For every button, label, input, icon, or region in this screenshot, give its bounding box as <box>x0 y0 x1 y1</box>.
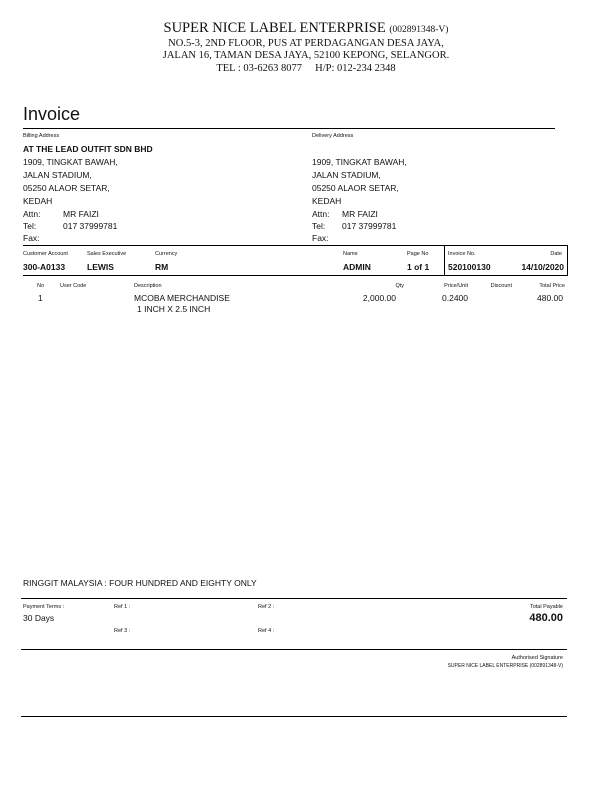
customer-account: 300-A0133 <box>23 262 66 272</box>
billing-attn: MR FAIZI <box>63 209 99 219</box>
ref4-label: Ref 4 : <box>258 628 275 634</box>
company-reg-no: (002891348-V) <box>389 25 449 35</box>
col-price-unit: Price/Unit <box>444 283 468 289</box>
delivery-label: Delivery Address <box>312 133 354 139</box>
name-value: ADMIN <box>343 262 371 272</box>
page-no-label: Page No <box>407 251 429 257</box>
billing-tel: 017 37999781 <box>63 221 118 231</box>
invoice-box-left <box>444 245 445 275</box>
item-total-price: 480.00 <box>537 293 563 303</box>
amount-in-words: RINGGIT MALAYSIA : FOUR HUNDRED AND EIGHTY ONLY <box>23 578 257 588</box>
company-contact: TEL : 03-6263 8077 H/P: 012-234 2348 <box>216 63 396 74</box>
billing-line: KEDAH <box>23 196 53 206</box>
company-address-1: NO.5-3, 2ND FLOOR, PUS AT PERDAGANGAN DESA JAYA, <box>168 38 444 49</box>
billing-attn-label: Attn: <box>23 209 41 219</box>
date-label: Date <box>550 251 562 257</box>
title-divider <box>23 128 555 129</box>
col-discount: Discount <box>490 283 512 289</box>
item-no: 1 <box>38 293 43 303</box>
delivery-tel-label: Tel: <box>312 221 326 231</box>
currency: RM <box>155 262 169 272</box>
payment-terms: 30 Days <box>23 613 55 623</box>
ref3-label: Ref 3 : <box>114 628 131 634</box>
page-title: Invoice <box>23 104 81 124</box>
delivery-line: JALAN STADIUM, <box>312 170 381 180</box>
page-no: 1 of 1 <box>407 262 430 272</box>
col-total-price: Total Price <box>539 283 565 289</box>
billing-line: JALAN STADIUM, <box>23 170 92 180</box>
item-description-2: 1 INCH X 2.5 INCH <box>137 304 211 314</box>
bottom-rule <box>21 716 567 717</box>
signature-top-rule <box>21 649 567 650</box>
billing-label: Billing Address <box>23 133 60 139</box>
company-address-2: JALAN 16, TAMAN DESA JAYA, 52100 KEPONG, SELANGOR. <box>162 50 450 61</box>
col-no: No <box>37 283 45 289</box>
info-bottom-rule <box>23 275 567 276</box>
item-description: MCOBA MERCHANDISE <box>134 293 230 303</box>
delivery-line: 05250 ALAOR SETAR, <box>312 183 399 193</box>
billing-line: 05250 ALAOR SETAR, <box>23 183 110 193</box>
item-price-unit: 0.2400 <box>442 293 468 303</box>
currency-label: Currency <box>155 251 178 257</box>
total-payable-label: Total Payable <box>529 604 563 610</box>
col-qty: Qty <box>395 283 404 289</box>
total-payable: 480.00 <box>529 612 563 624</box>
col-description: Description <box>134 283 162 289</box>
invoice-no-label: Invoice No. <box>448 251 476 257</box>
ref2-label: Ref 2 : <box>258 604 275 610</box>
billing-tel-label: Tel: <box>23 221 37 231</box>
delivery-attn: MR FAIZI <box>342 209 378 219</box>
delivery-tel: 017 37999781 <box>342 221 397 231</box>
col-user-code: User Code <box>60 283 87 289</box>
delivery-line: KEDAH <box>312 196 342 206</box>
customer-account-label: Customer Account <box>23 251 68 257</box>
invoice-no: 520100130 <box>448 262 491 272</box>
item-qty: 2,000.00 <box>362 293 396 303</box>
name-label: Name <box>343 251 358 257</box>
ref1-label: Ref 1 : <box>114 604 131 610</box>
delivery-attn-label: Attn: <box>312 209 330 219</box>
delivery-line: 1909, TINGKAT BAWAH, <box>312 157 407 167</box>
company-name: SUPER NICE LABEL ENTERPRISE <box>163 20 386 36</box>
signature-company: SUPER NICE LABEL ENTERPRISE (002891348-V) <box>447 663 563 669</box>
sales-exec: LEWIS <box>87 262 114 272</box>
company-header <box>0 20 612 37</box>
billing-fax-label: Fax: <box>23 233 40 243</box>
billing-line: 1909, TINGKAT BAWAH, <box>23 157 118 167</box>
delivery-fax-label: Fax: <box>312 233 329 243</box>
signature-label: Authorised Signature <box>511 655 563 661</box>
billing-name: AT THE LEAD OUTFIT SDN BHD <box>23 144 153 154</box>
date-value: 14/10/2020 <box>521 262 564 272</box>
sales-exec-label: Sales Executive <box>87 251 127 257</box>
footer-top-rule <box>21 598 567 599</box>
payment-terms-label: Payment Terms : <box>23 604 65 610</box>
